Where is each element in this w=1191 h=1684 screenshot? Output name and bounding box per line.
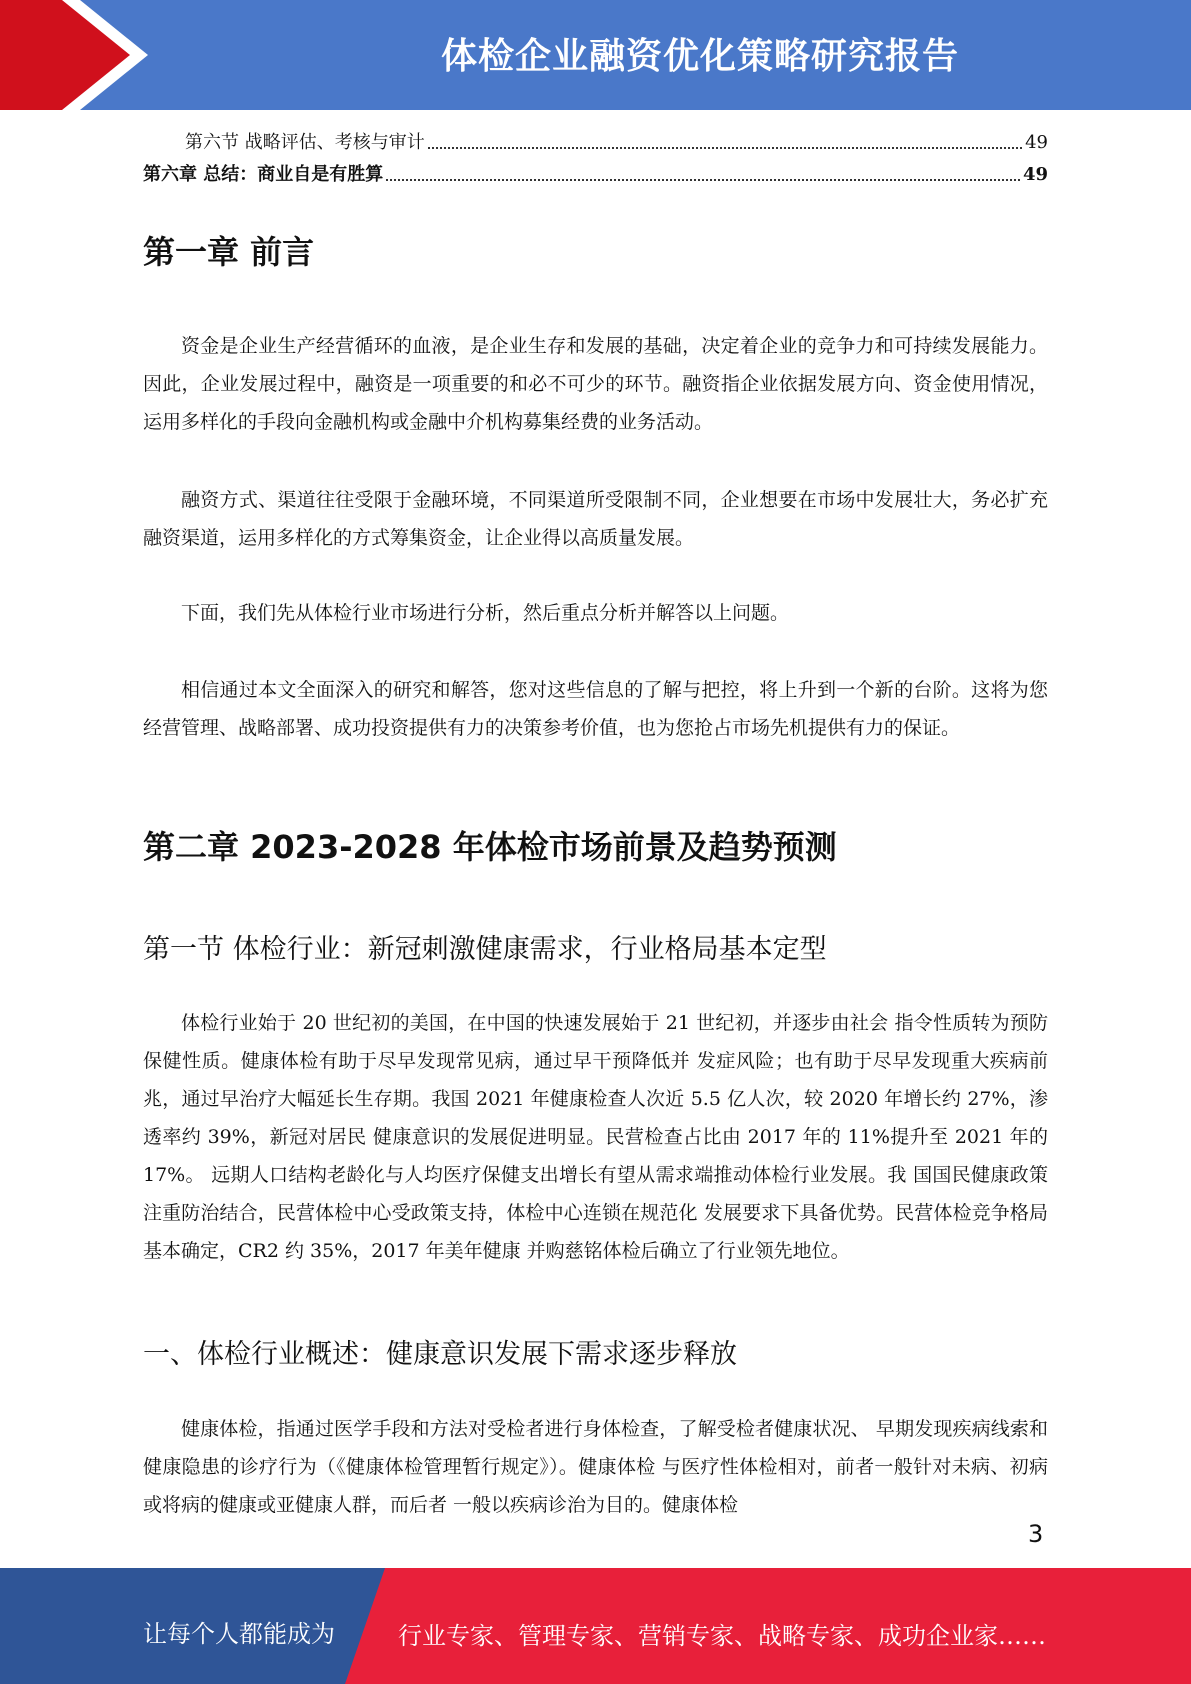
subsection1-heading: 一、体检行业概述：健康意识发展下需求逐步释放 — [143, 1339, 737, 1370]
page-footer — [0, 1568, 1191, 1684]
toc-label: 第六节 战略评估、考核与审计 — [185, 132, 425, 153]
toc-leader-dots — [428, 147, 1022, 149]
chapter1-heading: 第一章 前言 — [143, 233, 315, 271]
report-title: 体检企业融资优化策略研究报告 — [440, 36, 959, 77]
page-number: 3 — [1028, 1520, 1044, 1548]
toc-page: 49 — [1025, 132, 1048, 153]
chapter1-paragraph-1: 资金是企业生产经营循环的血液，是企业生存和发展的基础，决定着企业的竞争力和可持续发展能力。因此，企业发展过程中，融资是一项重要的和必不可少的环节。融资指企业依据发展方向、资金使用情况，运用多样化的手段向金融机构或金融中介机构募集经费的业务活动。 — [143, 335, 1048, 433]
subsection1-paragraph: 健康体检，指通过医学手段和方法对受检者进行身体检查，了解受检者健康状况、 早期发现疾病线索和健康隐患的诊疗行为（《健康体检管理暂行规定》）。健康体检 与医疗性体检相对，前者一般针对未病、初病或将病的健康或亚健康人群，而后者 一般以疾病诊治为目的。健康体检 — [143, 1418, 1048, 1516]
toc-label: 第六章 总结：商业自是有胜算 — [143, 164, 384, 185]
page-header — [0, 0, 1191, 110]
chapter1-paragraph-3: 下面，我们先从体检行业市场进行分析，然后重点分析并解答以上问题。 — [181, 602, 790, 624]
header-arrow-decoration — [0, 0, 160, 110]
toc-entry-chapter6[interactable] — [143, 160, 1048, 186]
chapter2-heading: 第二章 2023-2028 年体检市场前景及趋势预测 — [143, 828, 837, 866]
toc-entry-section6[interactable] — [185, 128, 1048, 154]
chapter1-paragraph-2: 融资方式、渠道往往受限于金融环境，不同渠道所受限制不同，企业想要在市场中发展壮大，务必扩充融资渠道，运用多样化的方式筹集资金，让企业得以高质量发展。 — [143, 489, 1048, 549]
section1-paragraph: 体检行业始于 20 世纪初的美国，在中国的快速发展始于 21 世纪初，并逐步由社会 指令性质转为预防保健性质。健康体检有助于尽早发现常见病，通过早干预降低并 发症风险；也有助于尽早发现重大疾病前兆，通过早治疗大幅延长生存期。我国 2021 年健康检查人次近 5.5 亿人次，较 2020 年增长约 27%，渗透率约 39%，新冠对居民 健康意识的发展促进明显。民营检查占比由 2017 年的 11%提升至 2021 年的 17%。 远期人口结构老龄化与人均医疗保健支出增长有望从需求端推动体检行业发展。我 国国民健康政策注重防治结合，民营体检中心受政策支持，体检中心连锁在规范化 发展要求下具备优势。民营体检竞争格局基本确定，CR2 约 35%，2017 年美年健康 并购慈铭体检后确立了行业领先地位。 — [143, 1012, 1048, 1262]
toc-leader-dots — [386, 179, 1020, 181]
footer-slogan-right: 行业专家、管理专家、营销专家、战略专家、成功企业家…… — [398, 1622, 1046, 1650]
chapter1-paragraph-4: 相信通过本文全面深入的研究和解答，您对这些信息的了解与把控，将上升到一个新的台阶。这将为您经营管理、战略部署、成功投资提供有力的决策参考价值，也为您抢占市场先机提供有力的保证。 — [143, 679, 1048, 739]
footer-slogan-left: 让每个人都能成为 — [143, 1620, 335, 1648]
toc-page: 49 — [1022, 164, 1048, 185]
section1-heading: 第一节 体检行业：新冠刺激健康需求，行业格局基本定型 — [143, 934, 827, 965]
